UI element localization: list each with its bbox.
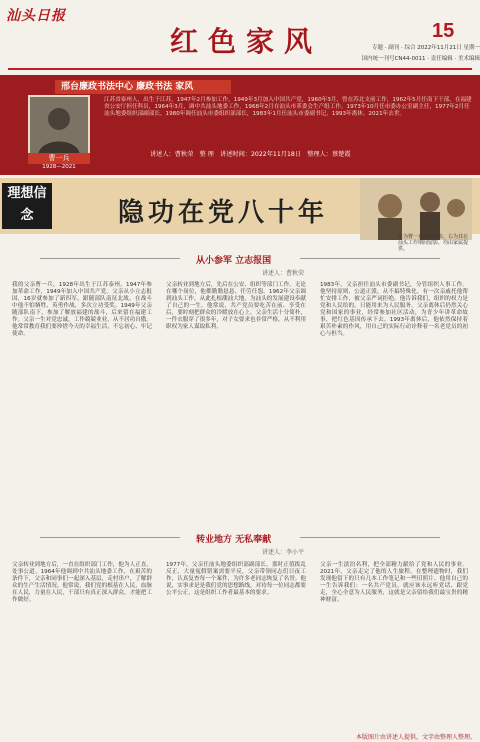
- publication-info: 国内统一刊号CN44-0011 · 责任编辑 · 美术编辑: [361, 56, 480, 62]
- page-footer: 本版图片由讲述人提供，文字由整理人整理。: [355, 734, 476, 741]
- date-line: 专题 · 副刊 · 综合 2022年11月21日 星期一: [372, 45, 480, 51]
- section-title: 红色家风: [170, 25, 323, 58]
- section-heading: 转业地方 无私奉献: [196, 535, 272, 545]
- article-title: 隐功在党八十年: [118, 198, 329, 228]
- article-column: 父亲转业到地方后，一直在组织部门工作，他为人正直，处事公道。1964年他调到中共汕头地委工作，在艰苦的条件下，父亲和同事们一起深入基层，走村串户，了解群众的生产生活情况。他常说，我们党的根基在人民，血脉在人民，力量在人民，干部只有真正深入群众，才能把工作做好。: [12, 562, 152, 603]
- column-heading: 邢台廉政书法中心 廉政书法 家风: [55, 80, 231, 94]
- section-narrator: 讲述人：曹秋荣: [262, 270, 305, 277]
- divider: [40, 258, 180, 259]
- illustration: [360, 178, 472, 240]
- divider: [300, 258, 440, 259]
- section-heading: 从小参军 立志报国: [196, 256, 272, 266]
- theme-tag: 理想信念: [2, 183, 52, 229]
- article-column: 父亲一生淡泊名利，把全部精力献给了党和人民的事业。2021年，父亲走完了他的人生旅程。在整理遗物时，我们发现他留下的只有几本工作笔记和一些旧照片。他用自己的一生告诉我们：一名共产党员，就应该永远听党话、跟党走，全心全意为人民服务，这就是父亲留给我们最宝贵的精神财富。: [320, 562, 468, 603]
- person-bio: 江苏省泰州人，出生于江苏，1947年2月参加工作，1949年3月加入中国共产党，1960年3月，曾在苏北支前工作，1962年5月任南下干部，在福建省公安厅担任科员，1964年3月，调中共汕头地委工作，1968年2月在汕头市革委会生产组工作，1973年10月任市委办公室副主任，1977年2月任汕头地委组织部副部长，1980年调任汕头市委组织部部长，1983年1月任汕头市委副书记，1993年离休。2021年去世。: [104, 97, 472, 117]
- illustration-caption: 左为曹一兵夫妇合影，右为其在汕头工作期间留影，均由家属提供。: [398, 234, 469, 252]
- portrait-photo: [28, 95, 90, 157]
- person-silhouette-icon: [30, 97, 88, 155]
- article-column: 父亲转业到地方后，先后在公安、组织等部门工作。无论在哪个岗位，他都勤勤恳恳、任劳任怨。1962年父亲调到汕头工作，从此扎根潮汕大地，为汕头的发展建设奉献了自己的一生。他常说，共产党员要吃苦在前、享受在后，要时刻把群众的冷暖放在心上。父亲生活十分简朴，一件衣服穿了很多年，对子女要求也非常严格，从不利用职权为家人谋取私利。: [166, 282, 306, 330]
- divider: [40, 537, 180, 538]
- page-number: 15: [432, 20, 455, 42]
- person-years: 1928—2021: [42, 164, 76, 170]
- masthead-rule: [8, 68, 472, 70]
- byline: 讲述人：曹秋荣 整 理 讲述时间：2022年11月18日 整理人：蔡楚霞: [150, 151, 351, 158]
- article-column: 1983年，父亲担任汕头市委副书记，分管组织人事工作。他坚持原则、公道正派，从不搞特殊化。有一次亲戚托他帮忙安排工作，被父亲严词拒绝。他告诉我们，组织的权力是党和人民给的，只能用来为人民服务。父亲离休后仍然关心党和国家的事业，经常参加社区活动，为青少年讲革命故事，把红色基因传承下去。1993年离休后，他依然保持着艰苦朴素的作风，用自己的实际行动诠释着一名老党员的初心与担当。: [320, 282, 468, 337]
- illustration-drawing: [360, 178, 472, 240]
- article-column: 我的父亲曹一兵，1928年出生于江苏泰州，1947年参加革命工作，1949年加入中国共产党。父亲从小立志报国，16岁就参加了新四军，跟随部队南征北战。在战斗中他不怕牺牲、英勇作战，多次立功受奖。1949年父亲随部队南下，参加了解放福建的战斗，后来留在福建工作。父亲一生对党忠诚，工作兢兢业业，从不居功自傲。他常常教育我们要珍惜今天的幸福生活，不忘初心、牢记使命。: [12, 282, 152, 337]
- newspaper-logo: 汕头日报: [6, 8, 66, 24]
- person-name: 曹一兵: [28, 153, 90, 164]
- article-column: 1977年，父亲任汕头地委组织部副部长。那时正值拨乱反正，大量冤假错案需要平反，父亲带领同志们日夜工作，认真复查每一个案件，为许多老同志恢复了名誉。他说，实事求是是我们党的思想路线，对待每一位同志都要公平公正，这是组织工作者最基本的要求。: [166, 562, 306, 596]
- section-narrator: 讲述人：李小平: [262, 549, 305, 556]
- divider: [300, 537, 440, 538]
